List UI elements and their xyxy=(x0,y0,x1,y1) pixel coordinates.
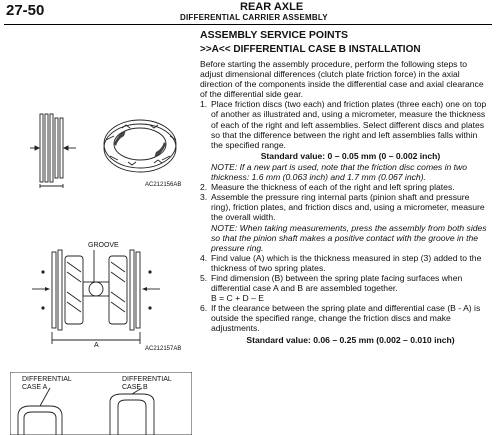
label-case-a-line1: DIFFERENTIAL xyxy=(22,376,72,383)
page-number: 27-50 xyxy=(6,2,45,19)
standard-value: Standard value: 0 – 0.05 mm (0 – 0.002 inch) xyxy=(260,150,441,161)
label-groove: GROOVE xyxy=(88,242,119,249)
step-2 xyxy=(200,182,490,192)
step-1 xyxy=(200,99,490,182)
step-4 xyxy=(200,253,490,273)
friction-disc-illustration xyxy=(10,110,192,192)
steps-list xyxy=(200,99,490,344)
step-formula: B = C + D – E xyxy=(211,293,265,304)
step-6 xyxy=(200,303,490,344)
step-3 xyxy=(200,192,490,253)
label-case-a xyxy=(22,376,72,392)
label-case-b-line1: DIFFERENTIAL xyxy=(122,376,172,383)
step-number: 6. xyxy=(200,303,208,314)
step-note: NOTE: If a new part is used, note that the friction disc comes in two thickness: 1.6 mm (0.063 inch) and 1.7 mm (0.067 inch). xyxy=(211,161,468,183)
section-heading: ASSEMBLY SERVICE POINTS xyxy=(200,29,349,41)
step-text: Find value (A) which is the thickness measured in step (3) added to the thickness of two spring plates. xyxy=(211,252,482,273)
procedure-heading: >>A<< DIFFERENTIAL CASE B INSTALLATION xyxy=(200,44,421,55)
label-case-b-line2: CASE B xyxy=(122,384,148,391)
step-number: 5. xyxy=(200,272,208,283)
label-dimension-a: A xyxy=(94,342,99,349)
step-text: If the clearance between the spring plate and differential case (B - A) is outside the specified range, change the friction discs and make adjustments. xyxy=(211,303,481,334)
step-text: Place friction discs (two each) and friction plates (three each) one on top of another as illustrated and, using a micrometer, measure the thickness of each of the right and left assemblies. Select different discs and plates so that the difference between the right and left assemblies falls within the specified range. xyxy=(211,99,487,150)
subsection-title: DIFFERENTIAL CARRIER ASSEMBLY xyxy=(180,13,328,22)
step-note: NOTE: When taking measurements, press the assembly from both sides so that the pinion shaft makes a positive contact with the groove in the pressure ring. xyxy=(211,222,487,253)
step-5 xyxy=(200,273,490,303)
intro-paragraph: Before starting the assembly procedure, perform the following steps to adjust dimensional differences (clutch plate friction force) in the axial direction of the components inside the differential case and axial clearance of the differential side gear. xyxy=(200,59,484,100)
step-text: Find dimension (B) between the spring plate facing surfaces when differential case A and B are assembled together. xyxy=(211,272,463,294)
figure-pressure-ring xyxy=(10,242,192,354)
section-title: REAR AXLE xyxy=(240,1,304,13)
step-text: Measure the thickness of each of the right and left spring plates. xyxy=(211,182,455,193)
label-case-a-line2: CASE A xyxy=(22,384,48,391)
pressure-ring-illustration xyxy=(10,242,192,354)
figure-differential-cases xyxy=(10,372,192,435)
step-number: 4. xyxy=(200,252,208,263)
figure-code: AC212156AB xyxy=(145,182,182,188)
step-text: Assemble the pressure ring internal parts (pinion shaft and pressure ring), friction plates, and friction discs and, using a micrometer, measure the overall width. xyxy=(211,192,485,223)
step-number: 2. xyxy=(200,182,208,193)
figure-code: AC212157AB xyxy=(145,346,182,352)
label-case-b xyxy=(122,376,172,392)
figure-friction-discs xyxy=(10,110,192,192)
standard-value: Standard value: 0.06 – 0.25 mm (0.002 – 0.010 inch) xyxy=(246,334,455,345)
step-number: 3. xyxy=(200,192,208,203)
step-number: 1. xyxy=(200,99,208,110)
header-rule xyxy=(4,24,492,25)
instructions-column xyxy=(200,29,490,346)
